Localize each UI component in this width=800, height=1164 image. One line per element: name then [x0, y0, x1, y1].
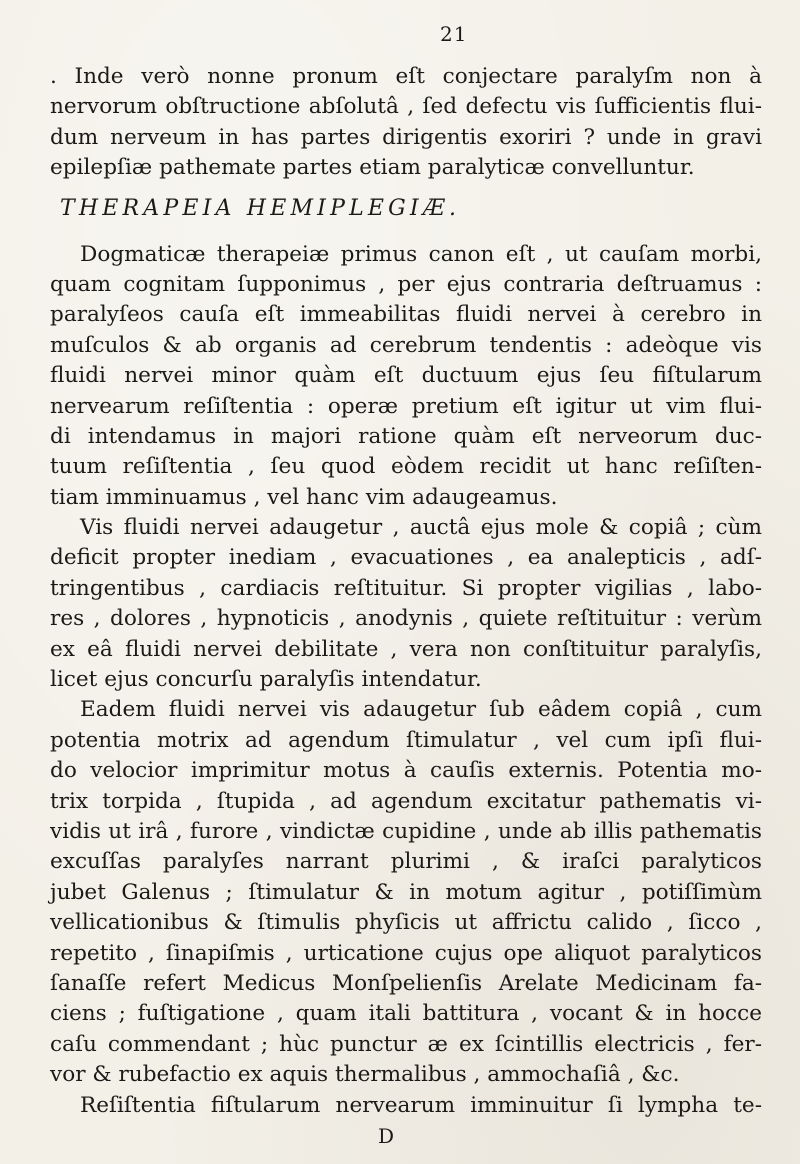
text-line: vellicationibus & ſtimulis phyſicis ut affrictu calido , ſicco ,: [50, 910, 762, 936]
text-line: vidis ut irâ , furore , vindictæ cupidine , unde ab illis pathematis: [50, 818, 762, 844]
text-line: tiam imminuamus , vel hanc vim adaugeamus.: [50, 484, 558, 510]
text-line: vor & rubefactio ex aquis thermalibus , ammochaſiâ , &c.: [50, 1062, 680, 1088]
text-line: Eadem fluidi nervei vis adaugetur ſub eâdem copiâ , cum: [80, 697, 762, 723]
text-line: ex eâ fluidi nervei debilitate , vera non conſtituitur paralyſis,: [50, 636, 762, 662]
text-line: . Inde verò nonne pronum eſt conjectare paralyſm non à: [50, 64, 762, 89]
text-line: epilepſiæ pathemate partes etiam paralyticæ convelluntur.: [50, 155, 695, 181]
text-line: excuſſas paralyſes narrant plurimi , & iraſci paralyticos: [50, 849, 762, 875]
page-number: 21: [440, 22, 468, 46]
text-line: potentia motrix ad agendum ſtimulatur , vel cum ipſi flui-: [50, 727, 762, 753]
text-line: do velocior imprimitur motus à cauſis externis. Potentia mo-: [50, 758, 762, 784]
text-line: trix torpida , ſtupida , ad agendum excitatur pathematis vi-: [50, 788, 762, 814]
text-line: nervearum reſiſtentia : operæ pretium eſt igitur ut vim flui-: [50, 393, 762, 419]
text-line: jubet Galenus ; ſtimulatur & in motum agitur , potiſſimùm: [50, 879, 762, 905]
text-line: Dogmaticæ therapeiæ primus canon eſt , ut cauſam morbi,: [80, 241, 762, 267]
text-line: repetito , ſinapiſmis , urticatione cujus ope aliquot paralyticos: [50, 940, 762, 966]
text-line: dum nerveum in has partes dirigentis exoriri ? unde in gravi: [50, 124, 762, 150]
text-line: caſu commendant ; hùc punctur æ ex ſcintillis electricis , fer-: [50, 1031, 762, 1057]
text-line: Vis fluidi nervei adaugetur , auctâ ejus mole & copiâ ; cùm: [80, 515, 762, 541]
text-line: paralyſeos cauſa eſt immeabilitas fluidi nervei à cerebro in: [50, 302, 762, 328]
text-line: nervorum obſtructione abſolutâ , ſed defectu vis ſufficientis flui-: [50, 94, 762, 120]
text-line: muſculos & ab organis ad cerebrum tendentis : adeòque vis: [50, 332, 762, 358]
text-line: ſanaſſe refert Medicus Monſpelienſis Arelate Medicinam fa-: [50, 970, 762, 996]
page-text: [50, 62, 762, 1121]
text-line: licet ejus concurſu paralyſis intendatur.: [50, 667, 482, 693]
signature-mark: D: [378, 1124, 395, 1148]
text-line: res , dolores , hypnoticis , anodynis , quiete reſtituitur : verùm: [50, 606, 762, 632]
text-line: fluidi nervei minor quàm eſt ductuum ejus ſeu fiſtularum: [50, 363, 762, 389]
text-line: tuum reſiſtentia , ſeu quod eòdem recidit ut hanc reſiſten-: [50, 454, 762, 480]
text-line: ciens ; fuſtigatione , quam itali battitura , vocant & in hocce: [50, 1001, 762, 1027]
text-line: deficit propter inediam , evacuationes , ea analepticis , adſ-: [50, 545, 762, 571]
text-line: quam cognitam ſupponimus , per ejus contraria deſtruamus :: [50, 271, 762, 297]
section-heading: THERAPEIA HEMIPLEGIÆ.: [60, 195, 461, 221]
text-line: di intendamus in majori ratione quàm eſt nerveorum duc-: [50, 423, 762, 449]
text-line: Reſiſtentia fiſtularum nervearum imminuitur ſi lympha te-: [80, 1092, 762, 1118]
text-line: tringentibus , cardiacis reſtituitur. Si propter vigilias , labo-: [50, 575, 762, 601]
